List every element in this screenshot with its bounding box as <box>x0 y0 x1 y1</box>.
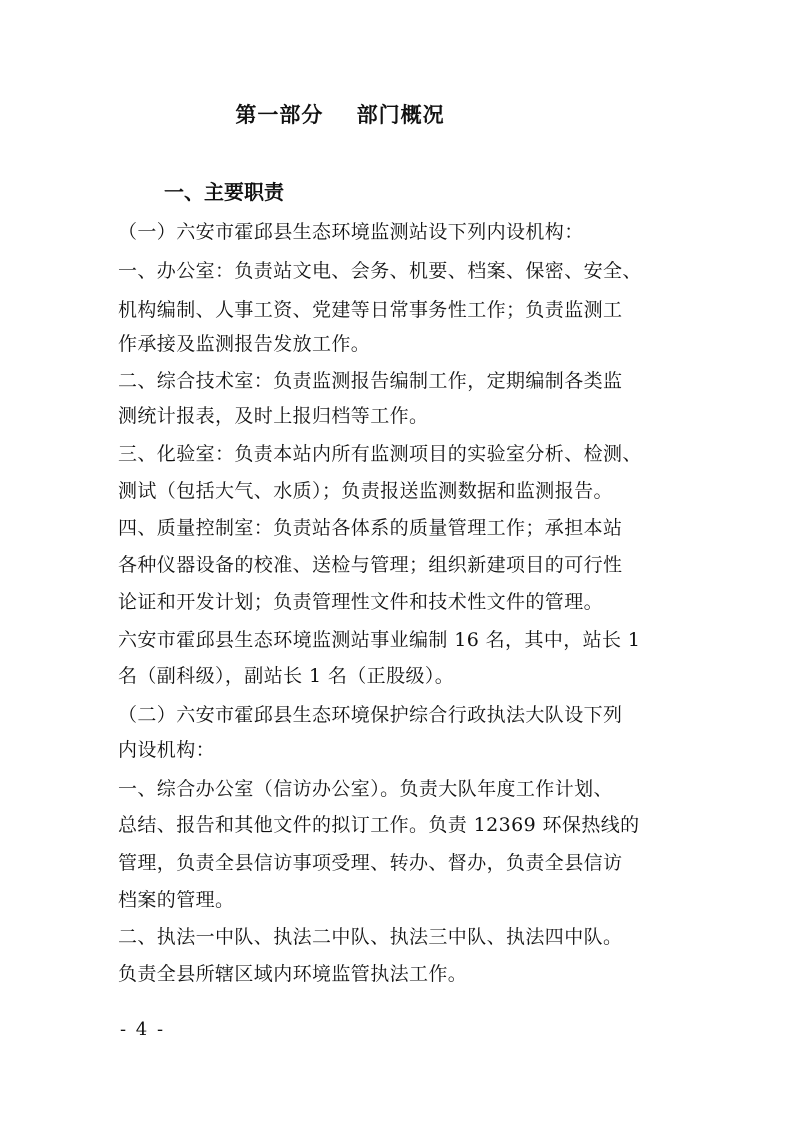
body-line: 测试（包括大气、水质）；负责报送监测数据和监测报告。 <box>118 480 613 502</box>
body-line: 管理，负责全县信访事项受理、转办、督办，负责全县信访 <box>118 852 623 874</box>
body-line: 论证和开发计划；负责管理性文件和技术性文件的管理。 <box>118 591 604 613</box>
body-line: 六安市霍邱县生态环境监测站事业编制 16 名，其中，站长 1 <box>118 629 641 651</box>
body-line: 总结、报告和其他文件的拟订工作。负责 12369 环保热线的 <box>118 814 640 836</box>
page-title: 第一部分 部门概况 <box>235 103 445 127</box>
body-line: 一、办公室：负责站文电、会务、机要、档案、保密、安全、 <box>118 260 642 282</box>
body-line: 负责全县所辖区域内环境监管执法工作。 <box>118 963 468 985</box>
section-heading: 一、主要职责 <box>164 180 284 204</box>
body-line: 二、执法一中队、执法二中队、执法三中队、执法四中队。 <box>118 926 623 948</box>
body-line: 四、质量控制室：负责站各体系的质量管理工作；承担本站 <box>118 517 623 539</box>
body-line: 三、化验室：负责本站内所有监测项目的实验室分析、检测、 <box>118 443 642 465</box>
body-line: （二）六安市霍邱县生态环境保护综合行政执法大队设下列 <box>118 704 623 726</box>
body-line: 测统计报表，及时上报归档等工作。 <box>118 405 429 427</box>
page-number: - 4 - <box>120 1019 166 1040</box>
body-line: 内设机构： <box>118 739 216 761</box>
body-line: 二、综合技术室：负责监测报告编制工作，定期编制各类监 <box>118 370 623 392</box>
body-line: 各种仪器设备的校准、送检与管理；组织新建项目的可行性 <box>118 554 623 576</box>
body-line: 一、综合办公室（信访办公室）。负责大队年度工作计划、 <box>118 778 613 800</box>
body-line: （一）六安市霍邱县生态环境监测站设下列内设机构： <box>118 221 584 243</box>
body-line: 机构编制、人事工资、党建等日常事务性工作；负责监测工 <box>118 299 623 321</box>
body-line: 作承接及监测报告发放工作。 <box>118 333 371 355</box>
body-line: 档案的管理。 <box>118 889 235 911</box>
body-line: 名（副科级），副站长 1 名（正股级）。 <box>118 665 455 687</box>
